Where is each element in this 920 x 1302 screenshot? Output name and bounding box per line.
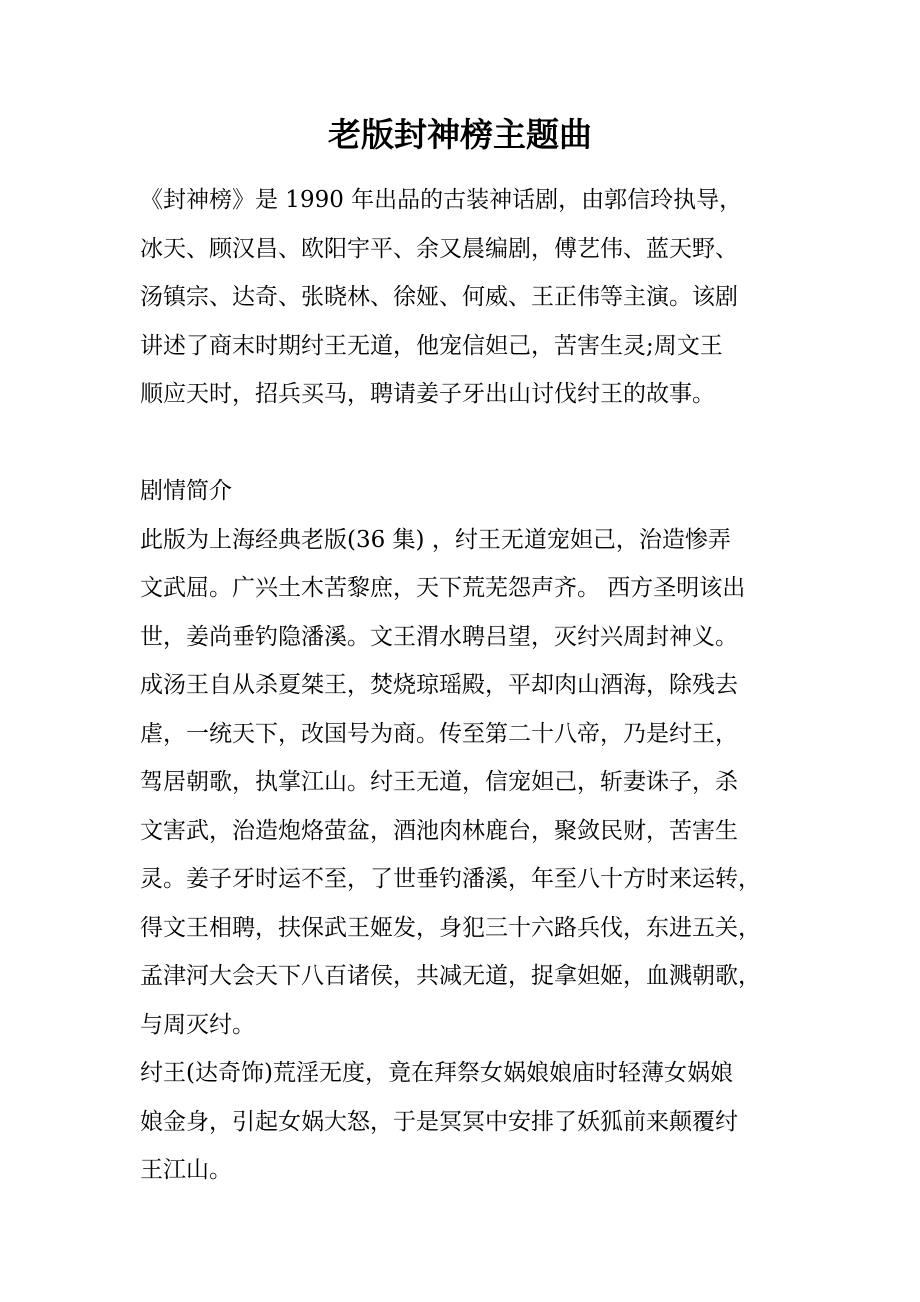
intro-line: 汤镇宗、达奇、张晓林、徐娅、何威、王正伟等主演。该剧 [140, 284, 738, 310]
paragraph-line: 文武屈。广兴土木苦黎庶，天下荒芜怨声齐。 西方圣明该出 [140, 575, 746, 601]
section-heading: 剧情简介 [140, 478, 232, 504]
intro-line: 《封神榜》是 1990 年出品的古装神话剧，由郭信玲执导， [140, 187, 743, 213]
intro-line: 顺应天时，招兵买马，聘请姜子牙出山讨伐纣王的故事。 [140, 381, 715, 407]
paragraph-line: 驾居朝歌，执掌江山。纣王无道，信宠妲己，斩妻诛子，杀 [140, 769, 738, 795]
paragraph-line: 成汤王自从杀夏桀王，焚烧琼瑶殿，平却肉山酒海，除残去 [140, 672, 738, 698]
intro-line: 讲述了商末时期纣王无道，他宠信妲己，苦害生灵;周文王 [140, 332, 723, 359]
document-body [140, 176, 790, 1195]
paragraph-line: 王江山。 [140, 1157, 232, 1183]
paragraph-line: 孟津河大会天下八百诸侯，共减无道，捉拿妲姬，血溅朝歌， [140, 963, 761, 989]
paragraph-line: 得文王相聘，扶保武王姬发，身犯三十六路兵伐，东进五关， [140, 914, 761, 941]
blank-line [140, 419, 790, 468]
paragraph-line: 灵。姜子牙时运不至，了世垂钓潘溪，年至八十方时来运转， [140, 866, 761, 892]
paragraph-line: 文害武，治造炮烙萤盆，酒池肉林鹿台，聚敛民财，苦害生 [140, 817, 738, 844]
paragraph-line: 虐，一统天下，改国号为商。传至第二十八帝，乃是纣王， [140, 720, 738, 747]
paragraph-line: 世，姜尚垂钓隐潘溪。文王渭水聘吕望，灭纣兴周封神义。 [140, 623, 738, 650]
paragraph-line: 娘金身，引起女娲大怒，于是冥冥中安排了妖狐前来颠覆纣 [140, 1108, 738, 1135]
document-title: 老版封神榜主题曲 [328, 115, 592, 154]
paragraph-line: 此版为上海经典老版(36 集) ，纣王无道宠妲己，治造惨弄 [140, 526, 731, 553]
intro-line: 冰天、顾汉昌、欧阳宇平、余又晨编剧，傅艺伟、蓝天野、 [140, 235, 738, 262]
paragraph-line: 与周灭纣。 [140, 1011, 255, 1038]
paragraph-line: 纣王(达奇饰)荒淫无度，竟在拜祭女娲娘娘庙时轻薄女娲娘 [140, 1060, 733, 1086]
